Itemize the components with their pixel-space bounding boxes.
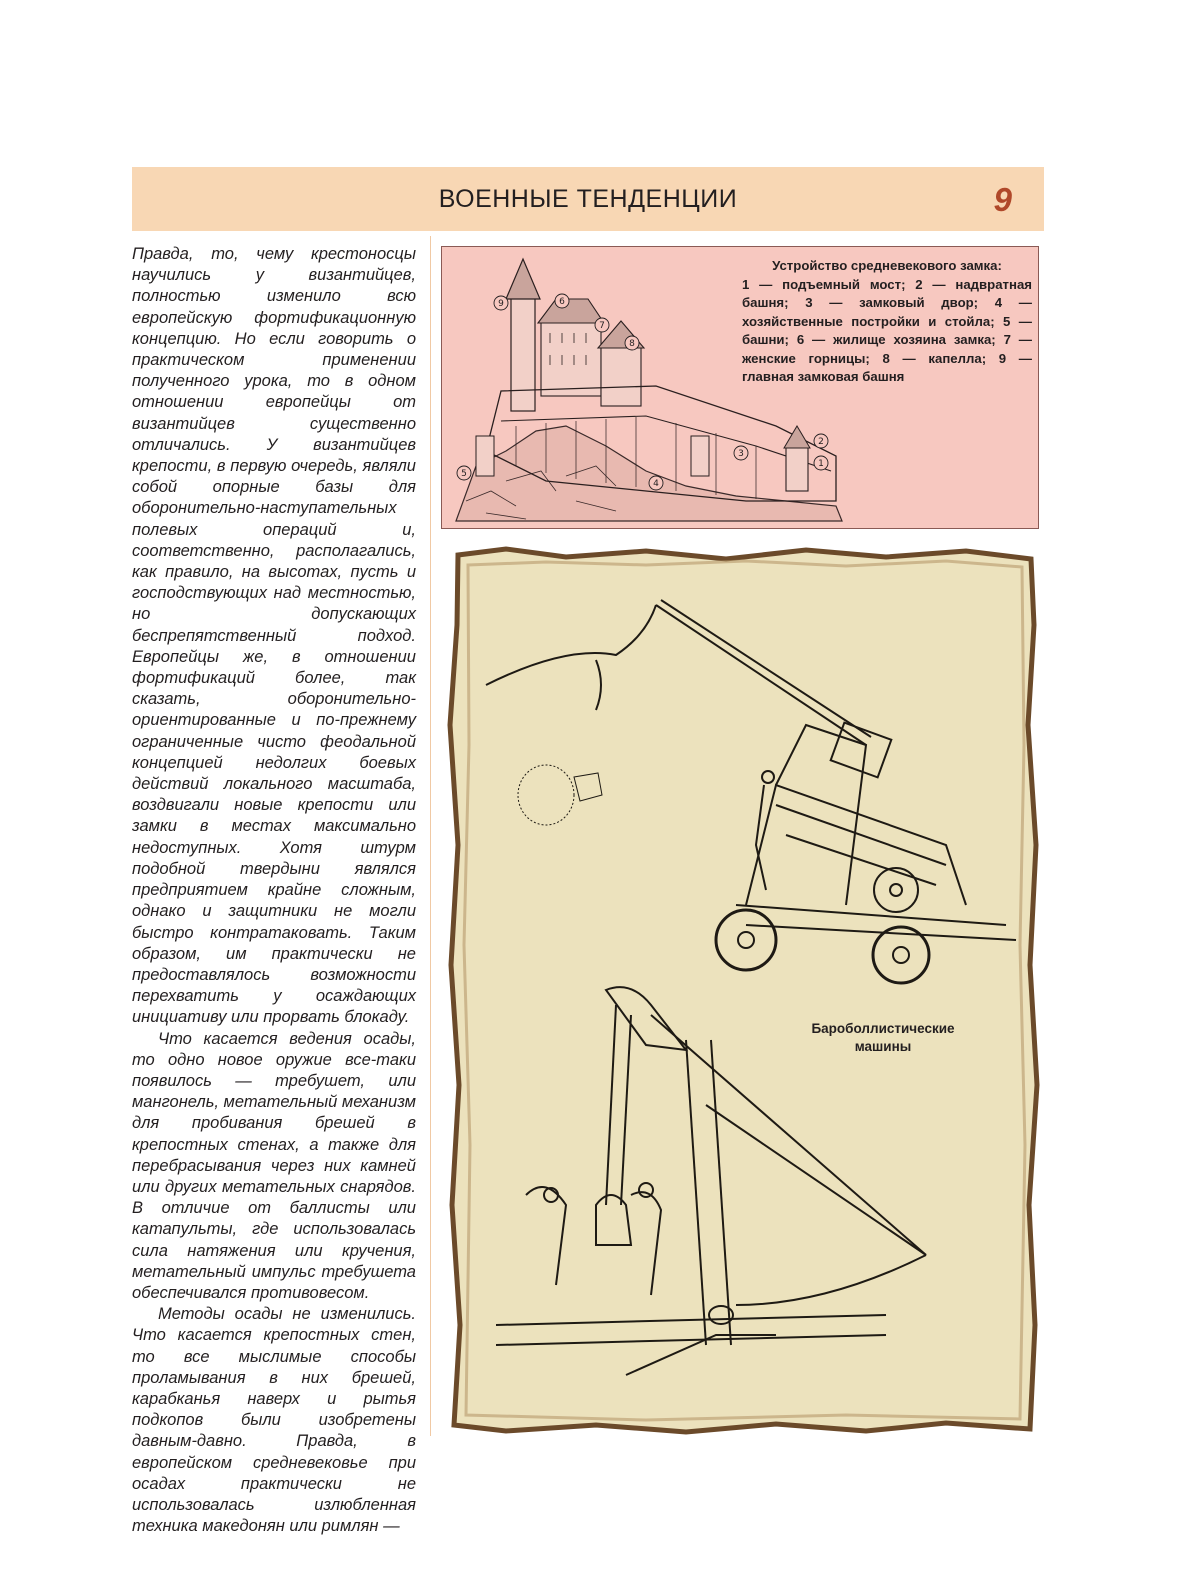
- siege-machines-figure: [446, 545, 1040, 1435]
- siege-machines-caption: Бароболлистические машины: [811, 1021, 955, 1054]
- column-divider: [430, 236, 431, 1436]
- castle-marker: 8: [629, 339, 635, 349]
- paragraph: Что касается ведения осады, то одно новое оружие все-таки появилось — требушет, или мангонель, метательный механизм для пробивания брешей в крепостных стенах, а также для перебрасывания через них камней или других метательных снарядов. В отличие от баллисты или катапульты, где использовалась сила натяжения или кручения, метательный импульс требушета обеспечивался противовесом.: [132, 1029, 416, 1302]
- castle-marker: 1: [818, 459, 824, 469]
- castle-marker: 7: [599, 321, 605, 331]
- paragraph: Методы осады не изменились. Что касается крепостных стен, то все мыслимые способы проламывания в них брешей, карабканья наверх и рытья подкопов были изобретены давным-давно. Правда, в европейском средневековье при осадах практически не использовалась излюбленная техника македонян или римлян —: [132, 1305, 416, 1536]
- paragraph: Правда, то, чему крестоносцы научились у византийцев, полностью изменило всю европейскую фортификационную концепцию. Но если говорить о практическом применении полученного урока, то в одном отношении европейцы от византийцев существенно отличались. У византийцев крепости, в первую очередь, являли собой опорные базы для оборонительно-наступательных полевых операций и, соответственно, располагались, как правило, на высотах, пусть и господствующих над местностью, но допускающих беспрепятственный подход. Европейцы же, в отношении фортификаций более, так сказать, оборонительно-ориентированные и по-прежнему ограниченные чисто феодальной концепцией недолгих боевых действий локального масштаба, воздвигали новые крепости или замки в местах максимально недоступных. Хотя штурм подобной твердыни являлся предприятием крайне сложным, однако и защитники не могли быстро контратаковать. Таким образом, им практически не предоставлялось возможности перехватить у осаждающих инициативу или прорвать блокаду.: [132, 245, 416, 1027]
- castle-marker: 9: [498, 299, 504, 309]
- page-number: 9: [993, 181, 1012, 218]
- castle-figure: [441, 246, 1039, 529]
- castle-marker: 4: [653, 479, 659, 489]
- castle-marker: 5: [461, 469, 467, 479]
- castle-marker: 3: [738, 449, 744, 459]
- castle-caption-body: 1 — подъемный мост; 2 — надвратная башня; 3 — замковый двор; 4 — хозяйственные постройки и стойла; 5 — башни; 6 — жилище хозяина замка; 7 — женские горницы; 8 — капелла; 9 — главная замковая башня: [742, 276, 1032, 384]
- chapter-title: ВОЕННЫЕ ТЕНДЕНЦИИ: [438, 185, 738, 213]
- chapter-header: [132, 167, 1044, 231]
- castle-marker: 6: [559, 297, 565, 307]
- body-text-column: [132, 244, 416, 1537]
- castle-marker: 2: [818, 437, 824, 447]
- castle-caption-title: Устройство средневекового замка:: [772, 258, 1002, 273]
- castle-caption: [742, 257, 1032, 387]
